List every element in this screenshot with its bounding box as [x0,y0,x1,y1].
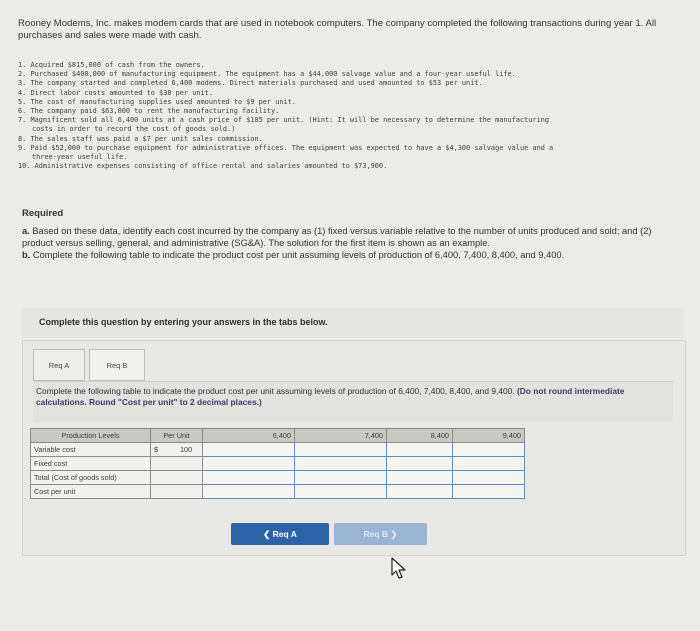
required-item-b-text: Complete the following table to indicate the product cost per unit assuming levels of production of 6,400, 7,400, 8,400, and 9,400. [32,250,565,261]
transaction-item: 6. The company paid $63,000 to rent the manufacturing facility. [18,107,280,116]
variable-cost-7400-input[interactable] [295,443,387,457]
variable-cost-8400-input[interactable] [387,443,453,457]
tab-req-b[interactable]: Req B [89,349,145,381]
required-item-b-label: b. [22,250,31,261]
column-header-per-unit: Per Unit [151,429,203,443]
chevron-left-icon: ❮ [263,529,271,539]
column-header-7400: 7,400 [295,429,387,443]
transaction-item: 3. The company started and completed 6,400 modems. Direct materials purchased and used amounted to $53 per unit. [18,79,483,88]
required-item-a-label: a. [22,226,30,236]
transaction-item: 8. The sales staff was paid a $7 per unit sales commission. [18,134,263,143]
row-label-fixed-cost: Fixed cost [31,457,151,471]
cost-per-unit-8400-input[interactable] [387,485,453,499]
variable-cost-9400-input[interactable] [453,443,525,457]
transaction-item-continued: costs in order to record the cost of goods sold.) [32,125,236,134]
problem-intro: Rooney Modems, Inc. makes modem cards that are used in notebook computers. The company completed the following transactions during year 1. All purchases and sales were made with cash. [18,18,657,41]
per-unit-empty [151,457,203,471]
cost-per-unit-7400-input[interactable] [295,485,387,499]
transaction-item: 10. Administrative expenses consisting of office rental and salaries amounted to $73,900. [18,162,388,171]
mouse-cursor-icon [390,557,410,581]
question-note: (Do not round intermediate calculations. Round "Cost per unit" to 2 decimal places.) [36,386,625,407]
prev-tab-button[interactable] [231,523,329,545]
required-items [22,226,682,262]
prev-tab-label: Req A [272,529,297,539]
column-header-production-levels: Production Levels [31,429,151,443]
variable-cost-6400-input[interactable] [203,443,295,457]
table-row [31,485,525,499]
cost-per-unit-6400-input[interactable] [203,485,295,499]
chevron-right-icon: ❯ [390,529,398,539]
column-header-9400: 9,400 [453,429,525,443]
fixed-cost-9400-input[interactable] [453,457,525,471]
transaction-item: 5. The cost of manufacturing supplies used amounted to $9 per unit. [18,97,296,106]
currency-symbol: $ [154,445,159,454]
next-tab-button[interactable] [334,523,427,545]
question-text [36,386,636,407]
row-label-cost-per-unit: Cost per unit [31,485,151,499]
transaction-list [18,61,690,171]
cost-table [30,428,525,499]
fixed-cost-8400-input[interactable] [387,457,453,471]
transaction-item: 1. Acquired $815,000 of cash from the owners. [18,61,205,69]
transaction-item: 9. Paid $52,000 to purchase equipment for administrative offices. The equipment was expected to have a $4,300 salvage value and a [18,143,554,152]
table-row [31,443,525,457]
per-unit-value [151,443,203,457]
instruction-text: Complete this question by entering your answers in the tabs below. [39,317,328,327]
required-item-a [22,226,682,249]
row-label-variable-cost: Variable cost [31,443,151,457]
transaction-item: 2. Purchased $400,000 of manufacturing equipment. The equipment has a $44,000 salvage value and a four-year useful life. [18,70,516,79]
question-main-text: Complete the following table to indicate the product cost per unit assuming levels of production of 6,400, 7,400, 8,400, and 9,400. [36,386,515,396]
per-unit-amount: 100 [180,445,193,454]
per-unit-empty [151,471,203,485]
transaction-item: 7. Magnificent sold all 6,400 units at a cash price of $185 per unit. (Hint: It will be necessary to determine the manufacturing [18,116,550,125]
required-item-a-text: Based on these data, identify each cost incurred by the company as (1) fixed versus variable relative to the number of units produced and sold; and (2) product versus selling, general, and administrative (SG&A). The solution for the first item is shown as an example. [22,226,652,248]
next-tab-label: Req B [363,529,389,539]
transaction-item: 4. Direct labor costs amounted to $38 per unit. [18,88,213,97]
required-item-b [22,250,682,262]
table-row [31,457,525,471]
total-cogs-6400-input[interactable] [203,471,295,485]
row-label-total-cogs: Total (Cost of goods sold) [31,471,151,485]
total-cogs-8400-input[interactable] [387,471,453,485]
total-cogs-7400-input[interactable] [295,471,387,485]
per-unit-empty [151,485,203,499]
required-heading: Required [22,208,64,219]
fixed-cost-6400-input[interactable] [203,457,295,471]
total-cogs-9400-input[interactable] [453,471,525,485]
cost-per-unit-9400-input[interactable] [453,485,525,499]
table-row [31,471,525,485]
column-header-8400: 8,400 [387,429,453,443]
column-header-6400: 6,400 [203,429,295,443]
table-header-row [31,429,525,443]
tab-req-a[interactable]: Req A [33,349,85,381]
transaction-item-continued: three-year useful life. [32,153,128,162]
fixed-cost-7400-input[interactable] [295,457,387,471]
